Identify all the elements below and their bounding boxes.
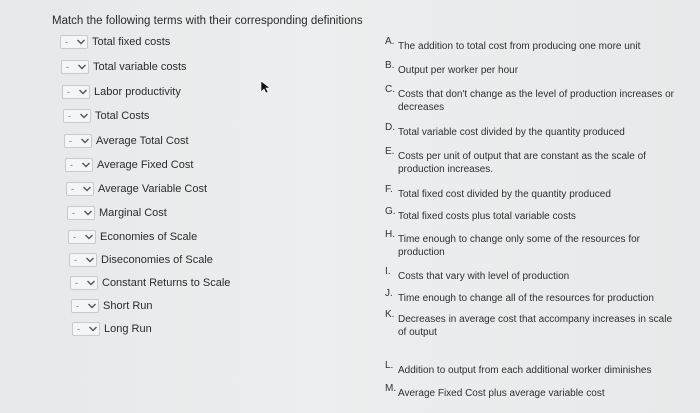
chevron-down-icon — [87, 323, 99, 335]
question-title: Match the following terms with their corresponding definitions — [52, 15, 363, 27]
term-label: Average Variable Cost — [98, 183, 208, 195]
term-row — [62, 83, 181, 101]
answer-select[interactable] — [72, 322, 100, 336]
definition-text: Decreases in average cost that accompany increases in scale of output — [398, 314, 673, 338]
select-placeholder: - — [77, 324, 80, 334]
chevron-down-icon — [84, 254, 96, 266]
term-label: Short Run — [103, 300, 153, 312]
term-label: Average Total Cost — [96, 135, 189, 147]
definition-letter: C. — [385, 84, 395, 95]
term-row — [61, 58, 187, 76]
definition-text: Total fixed costs plus total variable costs — [398, 211, 576, 222]
definition-letter: F. — [385, 184, 393, 195]
definition-letter: M. — [385, 383, 397, 394]
select-placeholder: - — [72, 208, 75, 218]
chevron-down-icon — [83, 231, 95, 243]
definition-letter: E. — [385, 146, 395, 157]
term-label: Constant Returns to Scale — [102, 277, 231, 289]
select-placeholder: - — [76, 301, 79, 311]
select-placeholder: - — [74, 255, 77, 265]
answer-select[interactable] — [67, 206, 95, 220]
chevron-down-icon — [76, 61, 88, 73]
definition-letter: D. — [385, 122, 395, 133]
term-label: Total Costs — [95, 110, 150, 122]
term-row — [66, 180, 207, 198]
chevron-down-icon — [79, 135, 91, 147]
select-placeholder: - — [73, 232, 76, 242]
definition-letter: G. — [385, 206, 396, 217]
definition-text: Costs per unit of output that are constant as the scale of production increases. — [398, 151, 646, 175]
answer-select[interactable] — [61, 60, 89, 74]
term-label: Diseconomies of Scale — [101, 254, 213, 266]
definition-letter: H. — [385, 229, 395, 240]
definition-letter: J. — [385, 288, 393, 299]
term-label: Economies of Scale — [100, 231, 198, 243]
term-row — [72, 320, 152, 338]
select-placeholder: - — [75, 278, 78, 288]
chevron-down-icon — [80, 159, 92, 171]
definition-text: Costs that vary with level of production — [398, 271, 570, 282]
definition-letter: I. — [385, 266, 391, 277]
definition-text: The addition to total cost from producing one more unit — [398, 41, 641, 52]
term-row — [64, 132, 189, 150]
select-placeholder: - — [66, 62, 69, 72]
term-row — [67, 204, 167, 222]
chevron-down-icon — [85, 277, 97, 289]
definition-text: Time enough to change only some of the resources for production — [398, 234, 640, 258]
chevron-down-icon — [86, 300, 98, 312]
definition-text: Total fixed cost divided by the quantity produced — [398, 189, 611, 200]
select-placeholder: - — [71, 184, 74, 194]
answer-select[interactable] — [70, 276, 98, 290]
answer-select[interactable] — [69, 253, 97, 267]
term-row — [70, 274, 230, 292]
answer-select[interactable] — [63, 109, 91, 123]
chevron-down-icon — [78, 110, 90, 122]
answer-select[interactable] — [68, 230, 96, 244]
definition-text: Average Fixed Cost plus average variable cost — [398, 388, 605, 399]
term-row — [71, 297, 153, 315]
definition-letter: B. — [385, 60, 395, 71]
term-row — [69, 251, 213, 269]
select-placeholder: - — [65, 37, 68, 47]
chevron-down-icon — [77, 86, 89, 98]
select-placeholder: - — [69, 136, 72, 146]
term-label: Total variable costs — [93, 61, 187, 73]
chevron-down-icon — [75, 36, 87, 48]
term-row — [63, 107, 149, 125]
term-label: Average Fixed Cost — [97, 159, 194, 171]
term-label: Labor productivity — [94, 86, 181, 98]
term-label: Marginal Cost — [99, 207, 167, 219]
answer-select[interactable] — [71, 299, 99, 313]
term-row — [65, 156, 193, 174]
definition-text: Addition to output from each additional worker diminishes — [398, 365, 652, 376]
answer-select[interactable] — [65, 158, 93, 172]
answer-select[interactable] — [64, 134, 92, 148]
definition-letter: K. — [385, 309, 395, 320]
definition-letter: L. — [385, 360, 394, 371]
definition-text: Output per worker per hour — [398, 65, 519, 76]
mouse-pointer-icon — [258, 80, 272, 94]
term-row — [60, 33, 170, 51]
chevron-down-icon — [82, 207, 94, 219]
select-placeholder: - — [68, 111, 71, 121]
select-placeholder: - — [67, 87, 70, 97]
term-label: Total fixed costs — [92, 36, 171, 48]
term-row — [68, 228, 197, 246]
answer-select[interactable] — [66, 182, 94, 196]
definition-text: Total variable cost divided by the quantity produced — [398, 127, 625, 138]
term-label: Long Run — [104, 323, 152, 335]
definition-text: Costs that don't change as the level of production increases or decreases — [398, 89, 674, 113]
chevron-down-icon — [81, 183, 93, 195]
select-placeholder: - — [70, 160, 73, 170]
answer-select[interactable] — [60, 35, 88, 49]
definition-letter: A. — [385, 36, 395, 47]
answer-select[interactable] — [62, 85, 90, 99]
definition-text: Time enough to change all of the resources for production — [398, 293, 654, 304]
